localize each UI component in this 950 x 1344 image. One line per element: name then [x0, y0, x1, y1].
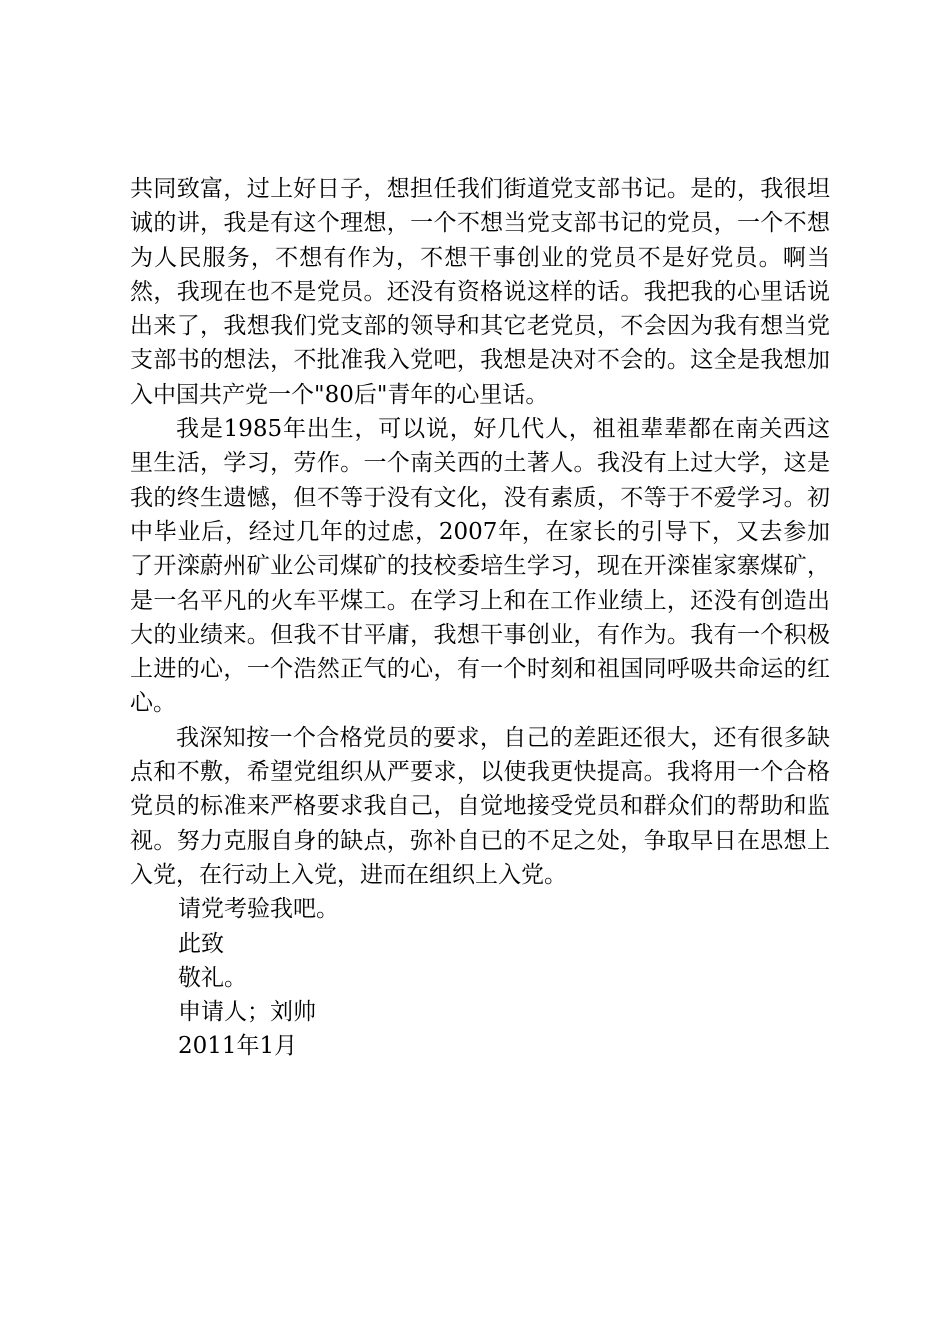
- closing-request: 请党考验我吧。: [178, 896, 339, 923]
- applicant-signature: 申请人；刘帅: [178, 999, 316, 1026]
- closing-salutation-1: 此致: [178, 930, 224, 957]
- paragraph-continuation: 共同致富，过上好日子，想担任我们街道党支部书记。是的，我很坦诚的讲，我是有这个理想，一个不想当党支部书记的党员，一个不想为人民服务，不想有作为，不想干事创业的党员不是好党员。啊当然，我现在也不是党员。还没有资格说这样的话。我把我的心里话说出来了，我想我们党支部的领导和其它老党员，不会因为我有想当党支部书的想法，不批准我入党吧，我想是决对不会的。这全是我想加入中国共产党一个"80后"青年的心里话。: [130, 176, 830, 408]
- closing-salutation-2: 敬礼。: [178, 964, 247, 991]
- letter-body: [130, 172, 830, 1064]
- letter-date: 2011年1月: [178, 1033, 298, 1060]
- paragraph-commitment: 我深知按一个合格党员的要求，自己的差距还很大，还有很多缺点和不敷，希望党组织从严要求，以使我更快提高。我将用一个合格党员的标准来严格要求我自己，自觉地接受党员和群众们的帮助和监视。努力克服自身的缺点，弥补自已的不足之处，争取早日在思想上入党，在行动上入党，进而在组织上入党。: [130, 724, 830, 888]
- paragraph-background: 我是1985年出生，可以说，好几代人，祖祖辈辈都在南关西这里生活，学习，劳作。一个南关西的土著人。我没有上过大学，这是我的终生遗憾，但不等于没有文化，没有素质，不等于不爱学习。初中毕业后，经过几年的过虑，2007年，在家长的引导下，又去参加了开滦蔚州矿业公司煤矿的技校委培生学习，现在开滦崔家寨煤矿，是一名平凡的火车平煤工。在学习上和在工作业绩上，还没有创造出大的业绩来。但我不甘平庸，我想干事创业，有作为。我有一个积极上进的心，一个浩然正气的心，有一个时刻和祖国同呼吸共命运的红心。: [130, 416, 830, 717]
